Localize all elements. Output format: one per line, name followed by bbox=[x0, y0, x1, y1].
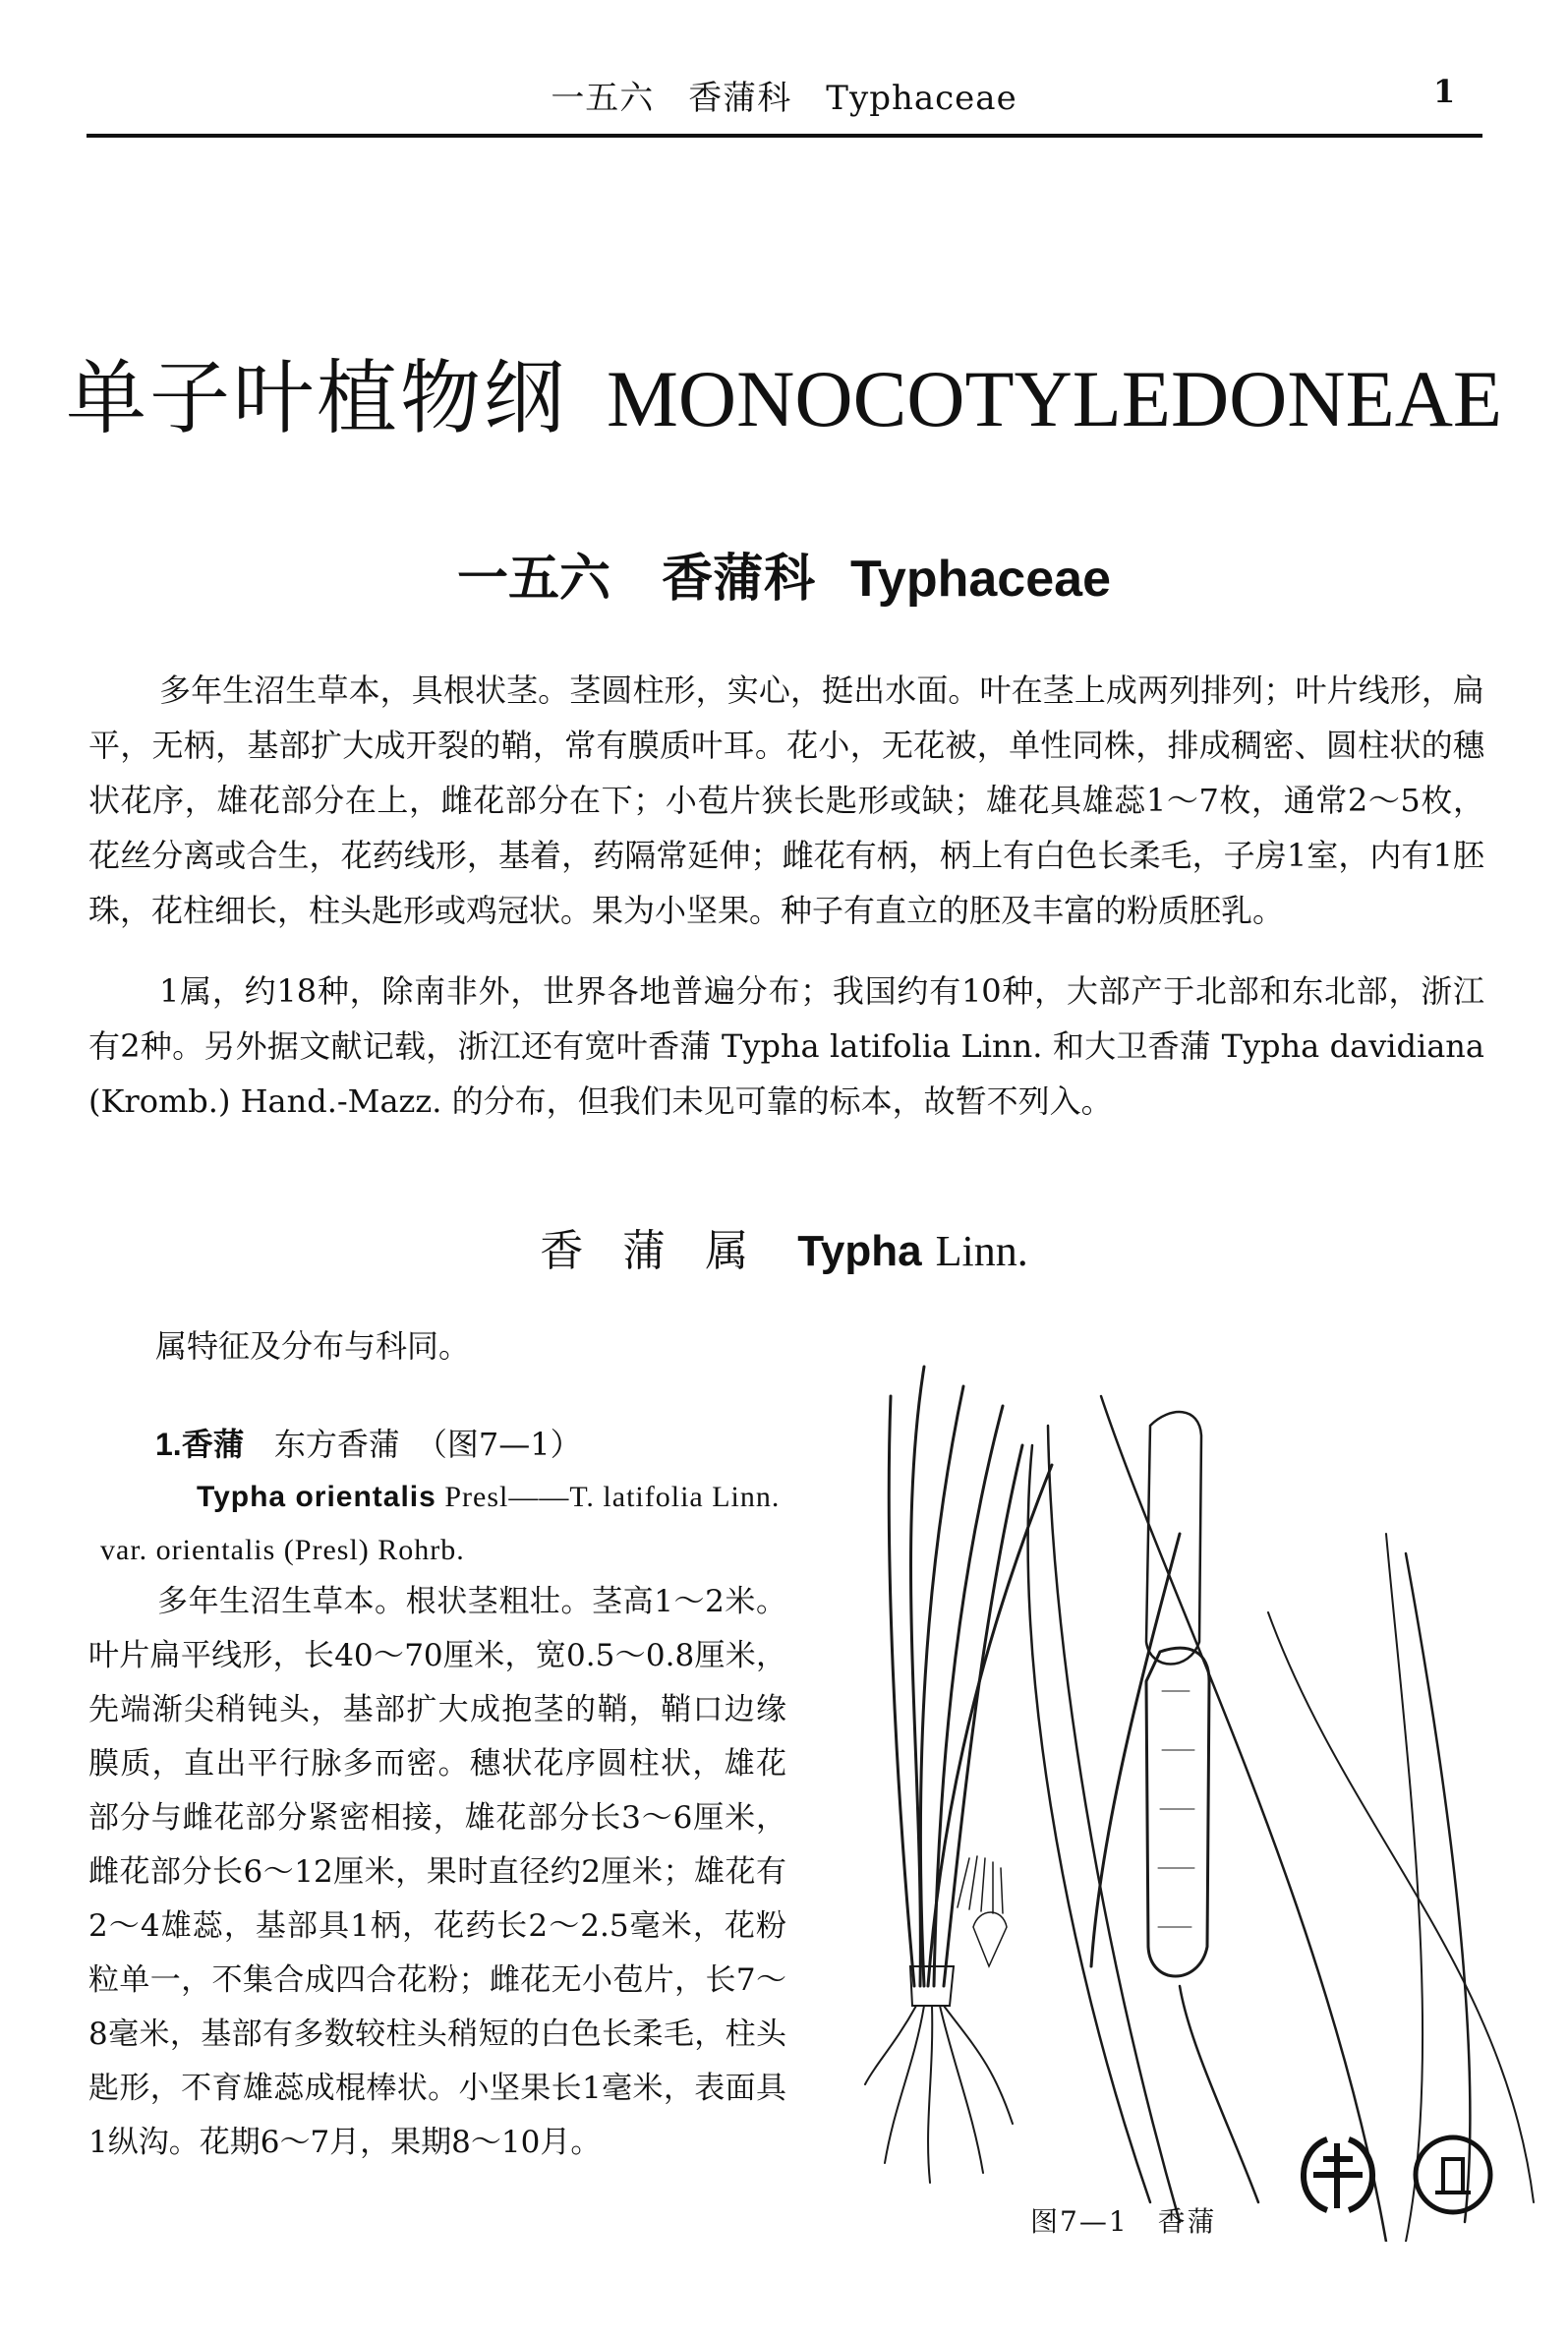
species-latin-name: Typha orientalis bbox=[197, 1481, 436, 1513]
genus-title-zh: 香蒲属 bbox=[540, 1226, 788, 1276]
genus-note: 属特征及分布与科同。 bbox=[155, 1327, 471, 1365]
genus-title bbox=[0, 1215, 1568, 1278]
genus-title-latin: Typha bbox=[797, 1227, 922, 1275]
page-number: 1 bbox=[1433, 73, 1456, 110]
species-heading bbox=[155, 1420, 582, 1465]
library-seal bbox=[1288, 2130, 1504, 2218]
family-title bbox=[0, 537, 1568, 611]
species-synonym bbox=[100, 1471, 788, 1577]
family-title-zh: 一五六 香蒲科 bbox=[457, 550, 816, 609]
species-synonym-rest: Presl——T. latifolia Linn. var. orientalis (Presl) Rohrb. bbox=[100, 1481, 781, 1566]
species-alt-name: 东方香蒲 （图7—1） bbox=[273, 1426, 582, 1463]
class-title-zh: 单子叶植物纲 bbox=[65, 352, 567, 445]
class-title-latin: MONOCOTYLEDONEAE bbox=[607, 354, 1503, 443]
header-rule bbox=[87, 134, 1482, 138]
figure-caption: 图7—1 香蒲 bbox=[1030, 2205, 1217, 2238]
species-number-name: 1.香蒲 bbox=[155, 1427, 245, 1462]
running-header: 一五六 香蒲科 Typhaceae bbox=[551, 79, 1017, 118]
class-title bbox=[0, 334, 1568, 449]
family-description-paragraph: 多年生沼生草本，具根状茎。茎圆柱形，实心，挺出水面。叶在茎上成两列排列；叶片线形，扁平，无柄，基部扩大成开裂的鞘，常有膜质叶耳。花小，无花被，单性同株，排成稠密、圆柱状的穗状花序，雄花部分在上，雌花部分在下；小苞片狭长匙形或缺；雄花具雄蕊1～7枚，通常2～5枚，花丝分离或合生，花药线形，基着，药隔常延伸；雌花有柄，柄上有白色长柔毛，子房1室，内有1胚珠，花柱细长，柱头匙形或鸡冠状。果为小坚果。种子有直立的胚及丰富的粉质胚乳。 bbox=[88, 672, 1484, 929]
family-title-latin: Typhaceae bbox=[850, 551, 1111, 608]
species-description: 多年生沼生草本。根状茎粗壮。茎高1～2米。叶片扁平线形，长40～70厘米，宽0.5～0.8厘米，先端渐尖稍钝头，基部扩大成抱茎的鞘，鞘口边缘膜质，直出平行脉多而密。穗状花序圆柱状，雄花部分与雌花部分紧密相接，雄花部分长3～6厘米，雌花部分长6～12厘米，果时直径约2厘米；雄花有2～4雄蕊，基部具1柄，花药长2～2.5毫米，花粉粒单一，不集合成四合花粉；雌花无小苞片，长7～8毫米，基部有多数较柱头稍短的白色长柔毛，柱头匙形，不育雄蕊成棍棒状。小坚果长1毫米，表面具1纵沟。花期6～7月，果期8～10月。 bbox=[88, 1584, 786, 2160]
family-distribution-paragraph: 1属，约18种，除南非外，世界各地普遍分布；我国约有10种，大部产于北部和东北部，浙江有2种。另外据文献记载，浙江还有宽叶香蒲 Typha latifolia Linn. 和大卫香蒲 Typha davidiana (Kromb.) Hand.-Mazz. 的分布，但我们未见可靠的标本，故暂不列入。 bbox=[88, 972, 1484, 1120]
genus-title-author: Linn. bbox=[935, 1227, 1028, 1275]
typha-illustration bbox=[855, 1357, 1543, 2242]
